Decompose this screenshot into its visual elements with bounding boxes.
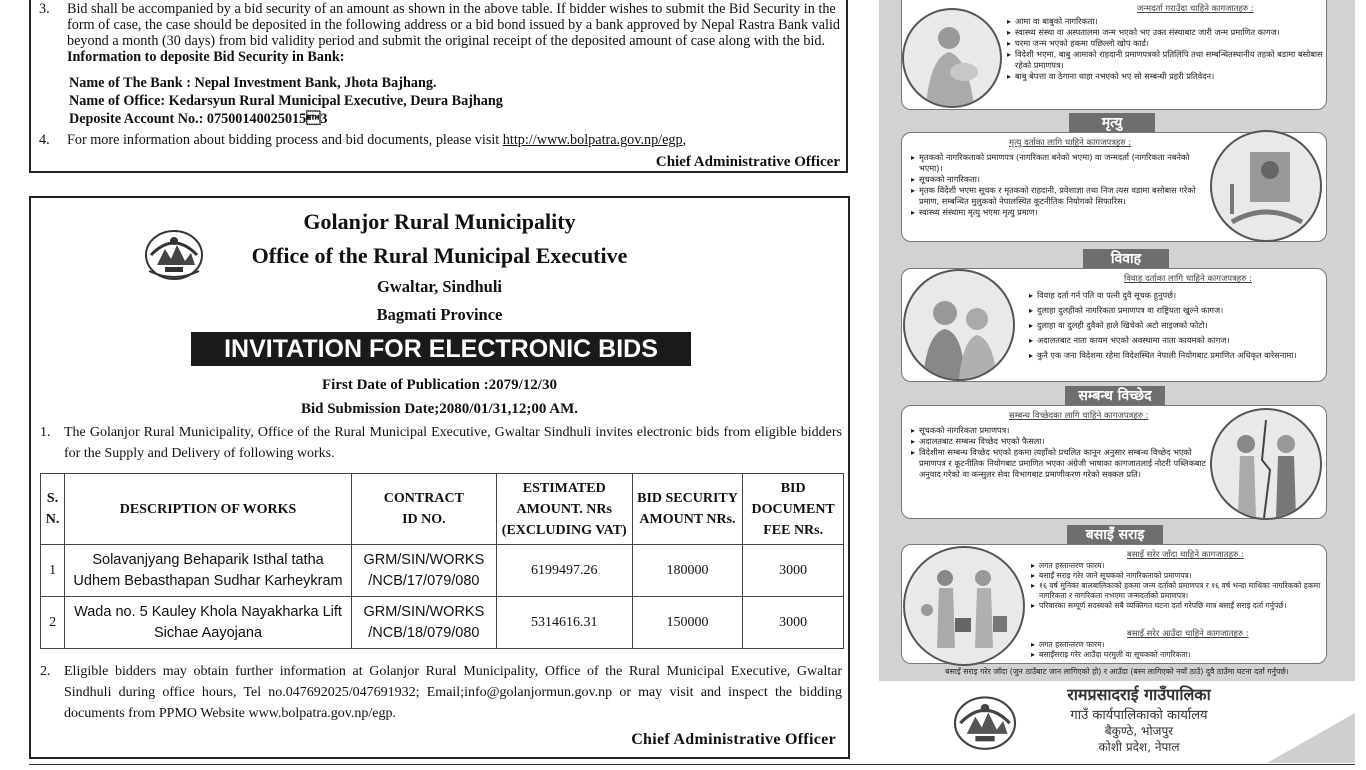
marriage-heading: विवाह	[1083, 249, 1169, 269]
migration-heading: बसाइँ सराइ	[1067, 525, 1163, 545]
works-table	[40, 473, 844, 649]
notice-subtitle: Office of the Rural Municipal Executive	[251, 243, 628, 268]
bid-notice	[29, 196, 850, 759]
marriage-list: ▸ विवाह दर्ता गर्न पति वा पत्नी दुवै सूचक हुनुपर्छ। ▸ दुलाहा दुलहीको नागरिकता प्रमाणपत्र वा राष्ट्रियता खुल्ने कागज। ▸ दुलाहा वा दुलही दुवैको हाले खिचेको अटो साइजको फोटो। ▸ अदालतबाट नाता कायम भएको अवस्थामा नाता कायमको कागज। ▸ कुनै एक जना विदेशमा रहेमा विदेशस्थित नेपाली नियोगबाट प्रमाणित अधिकृत वारेसनामा।	[1029, 290, 1325, 361]
divorce-list: ▸ सूचकको नागरिकता प्रमाणपत्र। ▸ अदालतबाट सम्बन्ध विच्छेद भएको फैसला। ▸ विदेशीमा सम्बन्ध विच्छेद भएको हकमा त्यहाँको प्रचलित कानून अनुसार सम्बन्ध विच्छेद भएको प्रमाणपत्र र कूटनीतिक नियोगबाट प्रमाणित भएका अंग्रेजी भाषाका कागजातलाई नोटरी पब्लिकबाट अनुवाद गरेको वा कन्सुलर सेवा विभागबाट प्रमाणीकरण गरेको सक्कल प्रति।	[911, 425, 1211, 480]
migration-footer-note: बसाइँ सराइ गरेर जाँदा (जुन ठाउँबाट जान लागिएको हो) र आउँदा (बस्न लागिएको नयाँ ठाउँ) दुवै ठाउँमा घटना दर्ता गर्नुपर्छ।	[945, 667, 1289, 676]
table-row: 2 Wada no. 5 Kauley Khola Nayakharka Lift Sichae Aayojana GRM/SIN/WORKS /NCB/18/079/080 5314616.31 150000 3000	[41, 597, 844, 649]
separation-illustration	[1210, 408, 1322, 520]
col-fee: BID DOCUMENT FEE NRs.	[743, 474, 844, 545]
death-heading: मृत्यु	[1069, 113, 1155, 133]
item3-info-heading: Information to deposite Bid Security in Bank:	[67, 49, 345, 65]
paragraph-2: 2. Eligible bidders may obtain further information at Golanjor Rural Municipality, Office of the Rural Municipal Executive, Gwaltar Sindhuli during office hours, Tel no.047692025/047691932; Email;info@golanjormun.gov.np or may visit and inspect the bidding documents from PPMO Website www.bolpatra.gov.np/egp.	[40, 664, 842, 721]
divorce-heading: सम्बन्ध विच्छेद	[1065, 386, 1165, 406]
page-divider	[29, 764, 1355, 765]
death-list: ▸ मृतकको नागरिकताको प्रमाणपत्र (नागरिकता बनेको भएमा) वा जन्मदर्ता (नागरिकता नबनेको भएमा)। ▸ सूचकको नागरिकता। ▸ मृतक विदेशी भएमा सूचक र मृतकको राहदानी, प्रवेशाज्ञा तथा निज त्यस वडामा बसोबास गरेको प्रमाण, सम्बन्धित मुलुकको नेपालस्थित कूटनीतिक नियोगको सिफारिस। ▸ स्वास्थ्य संस्थामा मृत्यु भएमा मृत्यु प्रमाण।	[911, 152, 1211, 218]
bank-name: Name of The Bank : Nepal Investment Bank, Jhota Bajhang.	[69, 75, 437, 91]
col-security: BID SECURITY AMOUNT NRs.	[632, 474, 743, 545]
invitation-banner: INVITATION FOR ELECTRONIC BIDS	[191, 332, 691, 366]
migration-out-list: ▸ लगत हस्तान्तरण फारम। ▸ बसाइँ सराइ गरेर जाने सूचकको नागरिकताको प्रमाणपत्र। ▸ १६ वर्ष मुनिका बालबालिकाको हकमा जन्म दर्ताको प्रमाणपत्र र १६ वर्ष भन्दा माथिका नागरिकको हकमा नागरिकता र नागरिकता नभएमा जन्मदर्ताको प्रमाणपत्र। ▸ परिवारका सम्पूर्ण सदस्यको सबै व्यक्तिगत घटना दर्ता गरेपछि मात्र बसाइँ सराइ दर्ता गर्नुपर्छ।	[1031, 561, 1325, 611]
migration-in-list: ▸ लगत हस्तान्तरण फारम। ▸ बसाइँसराइ गरेर आउँदा घरमुली वा सूचकको नागरिकता।	[1031, 640, 1325, 660]
office-place-np: बैकुण्ठे, भोजपुर	[1104, 724, 1174, 738]
col-estimated: ESTIMATED AMOUNT. NRs (EXCLUDING VAT)	[496, 474, 632, 545]
top-signature: Chief Administrative Officer	[655, 154, 840, 170]
publication-date: First Date of Publication :2079/12/30	[322, 377, 557, 393]
notice-address: Gwaltar, Sindhuli	[376, 277, 503, 296]
notice-province: Bagmati Province	[376, 305, 503, 324]
table-header-row	[41, 474, 844, 545]
corner-decoration	[1267, 713, 1355, 763]
office-title-np: गाउँ कार्यपालिकाको कार्यालय	[1070, 708, 1208, 723]
bolpatra-link[interactable]: http://www.bolpatra.gov.np/egp	[502, 132, 683, 148]
civil-registration-panel: जन्मदर्ता गराउँदा चाहिने कागजातहरु : ▸ आमा वा बाबुको नागरिकता। ▸ स्वास्थ्य संस्था वा अस्पतालमा जन्म भएको भए उक्त संस्थाबाट जारी जन्म प्रमाणित कागज। ▸ घरमा जन्म भएको हकमा पछिल्लो खोप कार्ड। ▸ विदेशी भएमा, बाबु आमाको राहदानी प्रमाणपत्रको प्रतिलिपि तथा सम्बन्धितस्थानीय तहको बडामा बसोबास रहेको प्रमाणपत्र। ▸ बाबु बेपत्ता वा ठेगाना थाहा नभएको भए सो सम्बन्धी प्रहरी प्रतिवेदन। मृत्यु मृत्यु दर्ताका लागि चाहिने कागजपत्रहरु : ▸ मृतकको नागरिकताको प्रमाणपत्र (नागरिकता बनेको भएमा) वा जन्मदर्ता (नागरिकता नबनेको भएमा)। ▸ सूचकको नागरिकता। ▸ मृतक विदेशी भएमा सूचक र मृतकको राहदानी, प्रवेशाज्ञा तथा निज त्यस वडामा बसोबास गरेको प्रमाण, सम्बन्धित मुलुकको नेपालस्थित कूटनीतिक नियोगको सिफारिस। ▸ स्वास्थ्य संस्थामा मृत्यु भएमा मृत्यु प्रमाण। विवाह विवाह दर्ताका लागि चाहिने कागजपत्रहरु : ▸ विवाह दर्ता गर्न पति वा पत्नी दुवै सूचक हुनुपर्छ। ▸ दुलाहा दुलहीको नागरिकता प्रमाणपत्र वा राष्ट्रियता खुल्ने कागज। ▸ दुलाहा वा दुलही दुवैको हाले खिचेको अटो साइजको फोटो। ▸ अदालतबाट नाता कायम भएको अवस्थामा नाता कायमको कागज। ▸ कुनै एक जना विदेशमा रहेमा विदेशस्थित नेपाली नियोगबाट प्रमाणित अधिकृत वारेसनामा। सम्बन्ध विच्छेद सम्बन्ध विच्छेदका लागि चाहिने कागजपत्रहरु : ▸ सूचकको नागरिकता प्रमाणपत्र। ▸ अदालतबाट सम्बन्ध विच्छेद भएको फैसला। ▸ विदेशीमा सम्बन्ध विच्छेद भएको हकमा त्यहाँको प्रचलित कानून अनुसार सम्बन्ध विच्छेद भएको प्रमाणपत्र र कूटनीतिक नियोगबाट प्रमाणित भएका अंग्रेजी भाषाका कागजातलाई नोटरी पब्लिकबाट अनुवाद गरेको वा कन्सुलर सेवा विभागबाट प्रमाणीकरण गरेको सक्कल प्रति। बसाइँ सराइ बसाइँ सरेर जाँदा चाहिने कागजातहरु : ▸ लगत हस्तान्तरण फारम। ▸ बसाइँ सराइ गरेर जाने सूचकको नागरिकताको प्रमाणपत्र। ▸ १६ वर्ष मुनिका बालबालिकाको हकमा जन्म दर्ताको प्रमाणपत्र र १६ वर्ष भन्दा माथिका नागरिकको हकमा नागरिकता र नागरिकता नभएमा जन्मदर्ताको प्रमाणपत्र। ▸ परिवारका सम्पूर्ण सदस्यको सबै व्यक्तिगत घटना दर्ता गरेपछि मात्र बसाइँ सराइ दर्ता गर्नुपर्छ। बसाइँ सरेर आउँदा चाहिने कागजातहरु : ▸ लगत हस्तान्तरण फारम। ▸ बसाइँसराइ गरेर आउँदा घरमुली वा सूचकको नागरिकता। बसाइँ सराइ गरेर जाँदा (जुन ठाउँबाट जान लागिएको हो) र आउँदा (बस्न लागिएको नयाँ ठाउँ) दुवै ठाउँमा घटना दर्ता गर्नुपर्छ।	[879, 0, 1355, 681]
col-sn: S. N.	[41, 474, 65, 545]
mother-child-illustration	[902, 8, 1002, 108]
account-no: Deposite Account No.: 075001400250153	[69, 111, 328, 127]
item3-text: Bid shall be accompanied by a bid security of an amount as shown in the above table. If bidder wishes to submit the Bid Security in the form of case, the case should be deposited in the following address or a bid bond issued by a bank approved by Nepal Rastra Bank valid beyond a month (30 days) from bid validity period and submit the original receipt of the deposited amount of case along with the bid.	[67, 1, 841, 49]
item3: 3. Bid shall be accompanied by a bid security of an amount as shown in the above table. If bidder wishes to submit the Bid Security in the form of case, the case should be deposited in the following address or a bid bond issued by a bank approved by Nepal Rastra Bank valid beyond a month (30 days) from bid validity period and submit the original receipt of the deposited amount of case along with the bid. Information to deposite Bid Security in Bank:	[39, 1, 841, 65]
memorial-illustration	[1210, 130, 1322, 242]
col-contract: CONTRACT ID NO.	[351, 474, 496, 545]
government-emblem-icon	[951, 691, 1019, 751]
table-row: 1 Solavanjyang Behaparik Isthal tatha Udhem Bebasthapan Sudhar Karheykram GRM/SIN/WORKS /NCB/17/079/080 6199497.26 180000 3000	[41, 545, 844, 597]
item4: 4. For more information about bidding process and bid documents, please visit http://www.bolpatra.gov.np/egp,	[39, 132, 687, 148]
top-notice	[29, 0, 848, 173]
notice-signature: Chief Administrative Officer	[631, 731, 836, 748]
office-province-np: कोशी प्रदेश, नेपाल	[1098, 740, 1180, 754]
notice-title: Golanjor Rural Municipality	[303, 209, 576, 234]
submission-date: Bid Submission Date;2080/01/31,12;00 AM.	[300, 401, 579, 417]
birth-list: ▸ आमा वा बाबुको नागरिकता। ▸ स्वास्थ्य संस्था वा अस्पतालमा जन्म भएको भए उक्त संस्थाबाट जारी जन्म प्रमाणित कागज। ▸ घरमा जन्म भएको हकमा पछिल्लो खोप कार्ड। ▸ विदेशी भएमा, बाबु आमाको राहदानी प्रमाणपत्रको प्रतिलिपि तथा सम्बन्धितस्थानीय तहको बडामा बसोबास रहेको प्रमाणपत्र। ▸ बाबु बेपत्ता वा ठेगाना थाहा नभएको भए सो सम्बन्धी प्रहरी प्रतिवेदन।	[1007, 16, 1327, 82]
office-name: Name of Office: Kedarsyun Rural Municipal Executive, Deura Bajhang	[69, 93, 503, 109]
wedding-illustration	[903, 269, 1015, 381]
rural-municipality-office	[879, 683, 1355, 763]
office-name-np: रामप्रसादराई गाउँपालिका	[1067, 685, 1211, 704]
paragraph-1: 1. The Golanjor Rural Municipality, Office of the Rural Municipal Executive, Gwaltar Sindhuli invites electronic bids from eligible bidders for the Supply and Delivery of following works.	[40, 425, 842, 461]
col-description: DESCRIPTION OF WORKS	[65, 474, 352, 545]
family-migration-illustration	[903, 546, 1025, 666]
